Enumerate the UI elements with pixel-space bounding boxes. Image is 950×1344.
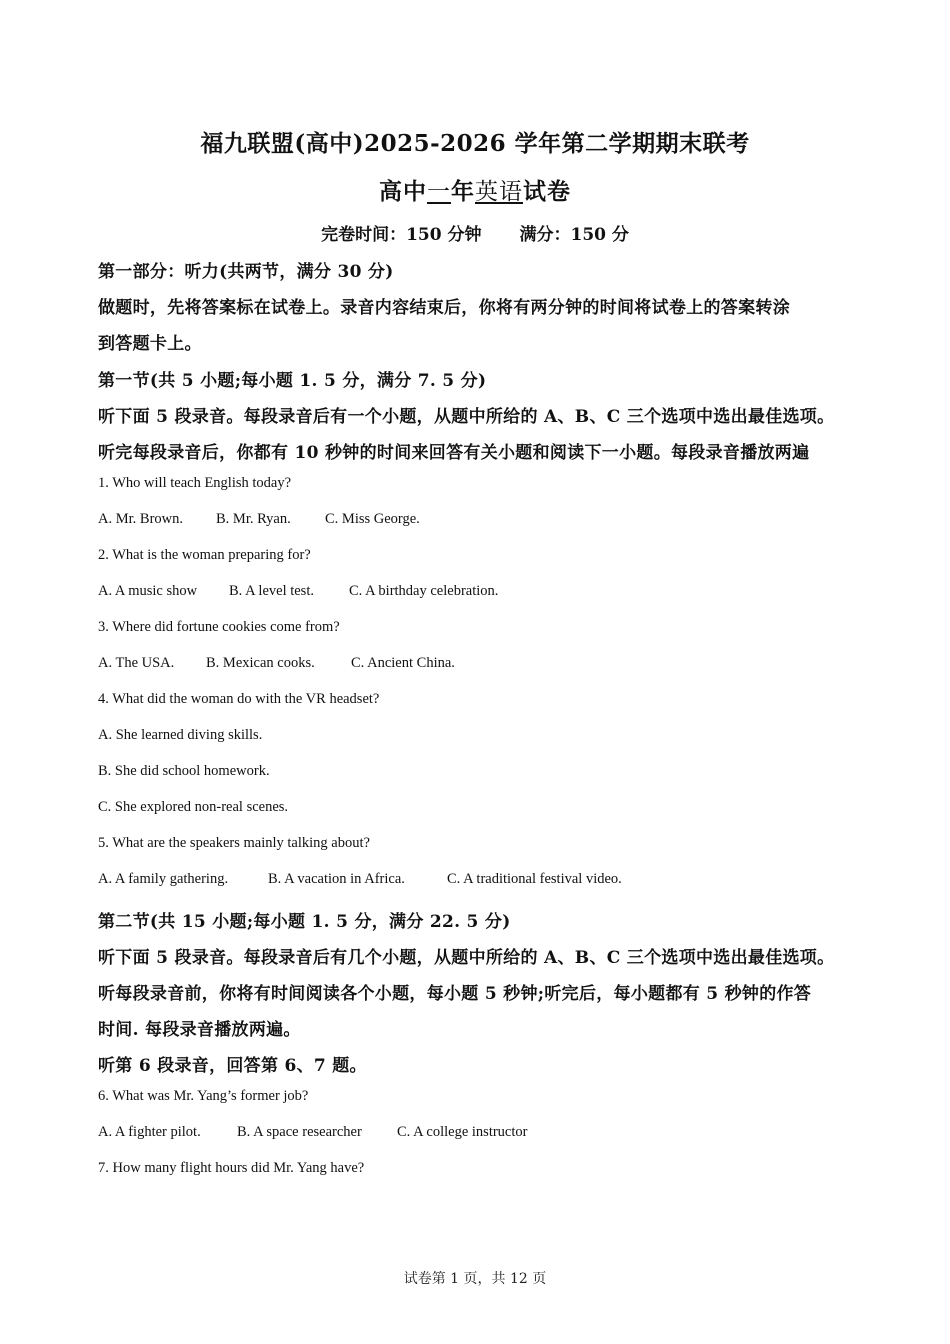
exam-title: 福九联盟(高中)2025-2026 学年第二学期期末联考 <box>200 130 750 157</box>
option-b: B. Mexican cooks. <box>206 655 315 671</box>
part1-instruction: 做题时，先将答案标在试卷上。录音内容结束后，你将有两分钟的时间将试卷上的答案转涂 <box>98 298 790 318</box>
question-4-option-b: B. She did school homework. <box>98 763 270 779</box>
option-a: A. A music show <box>98 583 198 599</box>
question-4: 4. What did the woman do with the VR headset? <box>98 691 380 707</box>
subject-name: 英语 <box>475 179 523 205</box>
question-6-options <box>98 1124 527 1141</box>
option-c: C. Ancient China. <box>351 655 455 671</box>
section1-heading: 第一节(共 5 小题;每小题 1. 5 分，满分 7. 5 分) <box>98 371 487 391</box>
section2-instruction-end: 时间. 每段录音播放两遍。 <box>98 1020 301 1040</box>
part1-heading: 第一部分：听力(共两节，满分 30 分) <box>98 262 394 282</box>
option-b: B. A level test. <box>229 583 314 599</box>
option-b: B. A space researcher <box>237 1124 362 1140</box>
section2-instruction: 听下面 5 段录音。每段录音后有几个小题，从题中所给的 A、B、C 三个选项中选出最佳选项。 <box>98 948 835 968</box>
question-1: 1. Who will teach English today? <box>98 475 292 491</box>
question-3: 3. Where did fortune cookies come from? <box>98 619 340 635</box>
section1-instruction: 听下面 5 段录音。每段录音后有一个小题，从题中所给的 A、B、C 三个选项中选出最佳选项。 <box>98 407 835 427</box>
option-a: A. A family gathering. <box>98 871 229 887</box>
part1-instruction-cont: 到答题卡上。 <box>98 334 202 354</box>
question-6: 6. What was Mr. Yang’s former job? <box>98 1088 309 1104</box>
section2-heading: 第二节(共 15 小题;每小题 1. 5 分，满分 22. 5 分) <box>98 912 511 932</box>
exam-score: 满分：150 分 <box>519 225 629 245</box>
question-7: 7. How many flight hours did Mr. Yang have? <box>98 1160 365 1176</box>
exam-meta <box>0 220 950 245</box>
option-a: A. Mr. Brown. <box>98 511 183 527</box>
question-2-options <box>98 583 498 600</box>
option-c: C. A birthday celebration. <box>349 583 499 599</box>
option-b: B. A vacation in Africa. <box>268 871 405 887</box>
option-a: A. A fighter pilot. <box>98 1124 201 1140</box>
option-c: C. A college instructor <box>397 1124 528 1140</box>
question-5-options <box>98 871 622 888</box>
question-1-options <box>98 511 420 528</box>
question-3-options <box>98 655 455 672</box>
option-c: C. A traditional festival video. <box>447 871 622 887</box>
option-b: B. Mr. Ryan. <box>216 511 291 527</box>
question-2: 2. What is the woman preparing for? <box>98 547 311 563</box>
exam-subtitle: 高中一年英语试卷 <box>379 178 571 205</box>
section2-instruction-cont: 听每段录音前，你将有时间阅读各个小题，每小题 5 秒钟;听完后，每小题都有 5 秒钟的作答 <box>98 984 812 1004</box>
question-5: 5. What are the speakers mainly talking about? <box>98 835 370 851</box>
option-c: C. Miss George. <box>325 511 420 527</box>
option-a: A. The USA. <box>98 655 175 671</box>
page-footer: 试卷第 1 页，共 12 页 <box>403 1271 547 1287</box>
passage-6-heading: 听第 6 段录音，回答第 6、7 题。 <box>98 1056 367 1076</box>
question-4-option-c: C. She explored non-real scenes. <box>98 799 289 815</box>
section1-instruction-cont: 听完每段录音后，你都有 10 秒钟的时间来回答有关小题和阅读下一小题。每段录音播放两遍 <box>98 443 810 463</box>
grade-blank: 一 <box>427 179 451 205</box>
question-4-option-a: A. She learned diving skills. <box>98 727 263 743</box>
exam-time: 完卷时间：150 分钟 <box>321 225 482 245</box>
